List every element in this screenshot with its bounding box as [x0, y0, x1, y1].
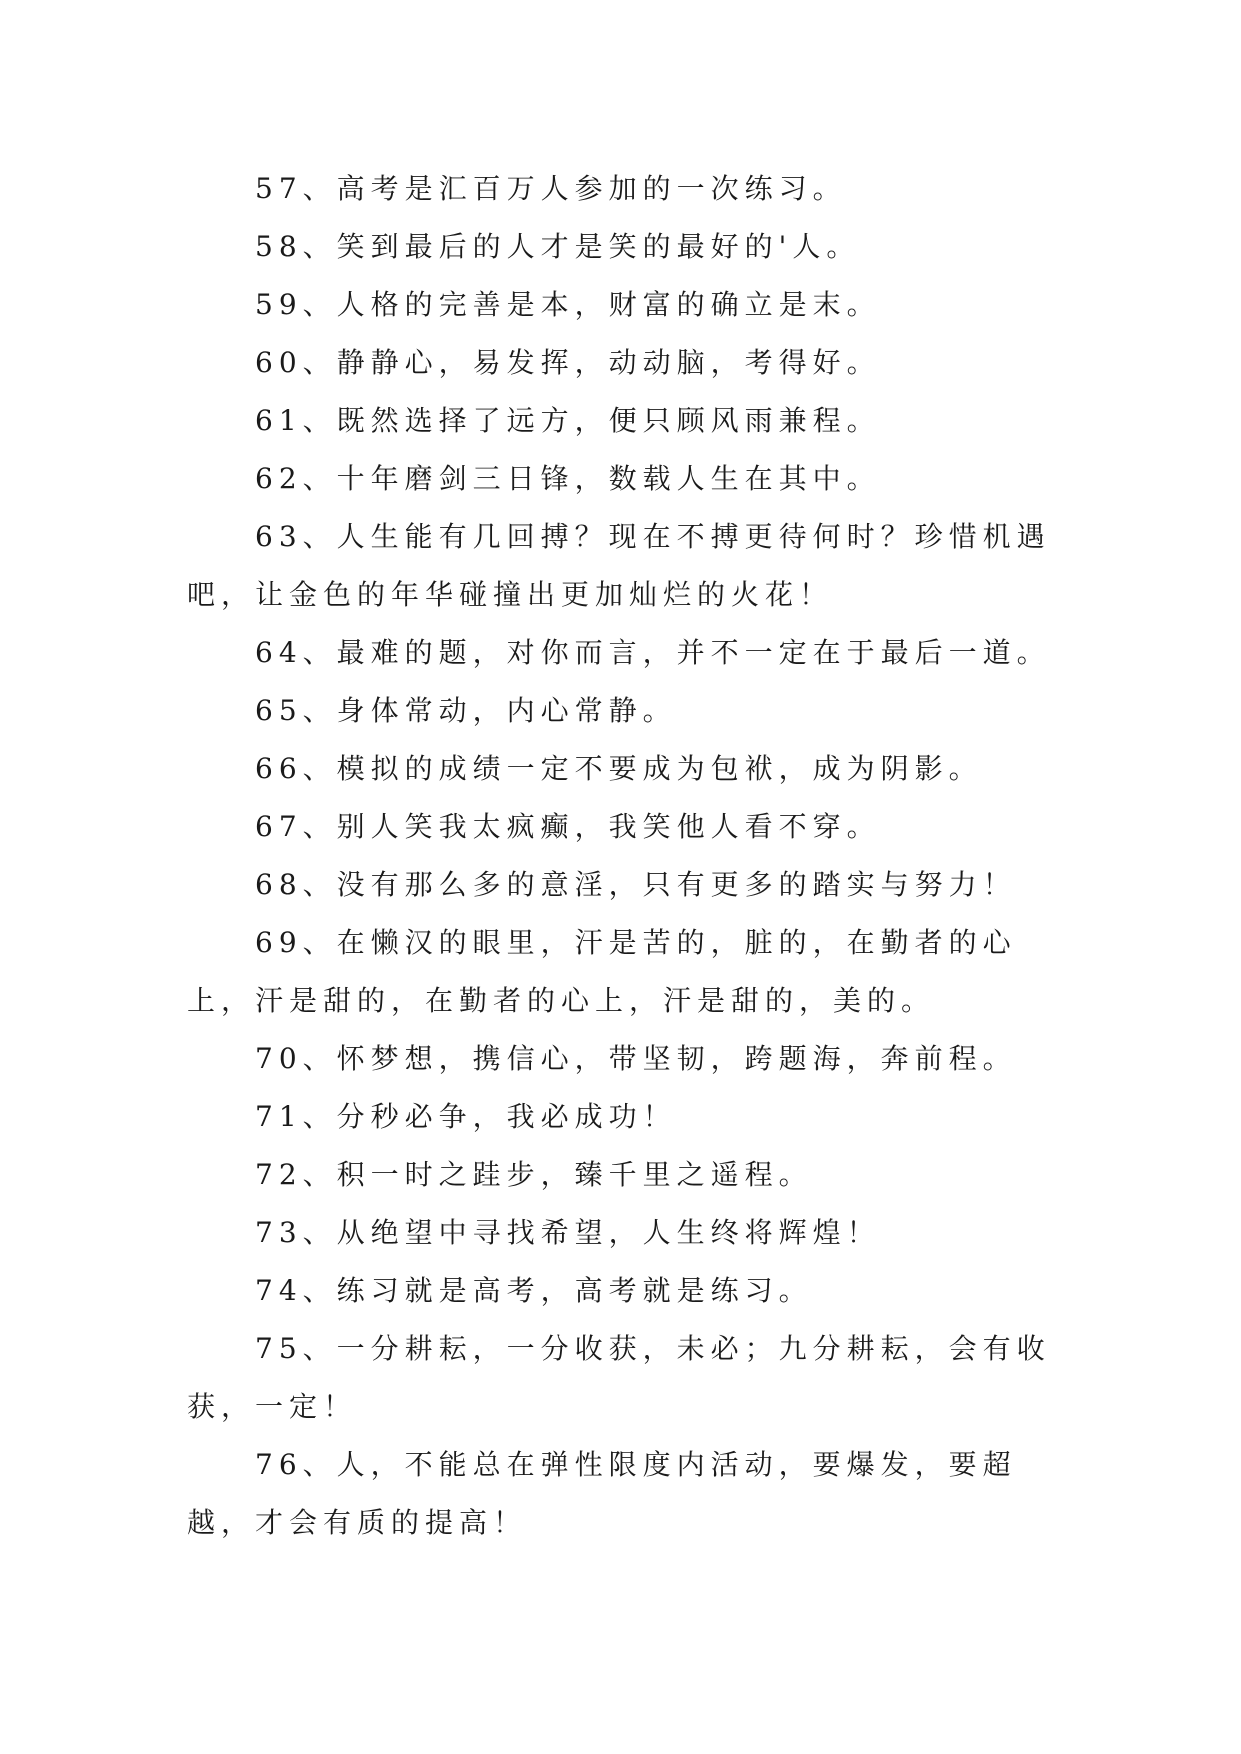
paragraph-61: 61、既然选择了远方，便只顾风雨兼程。 [255, 404, 881, 437]
paragraph-71: 71、分秒必争，我必成功！ [255, 1100, 677, 1133]
paragraph-76: 76、人，不能总在弹性限度内活动，要爆发，要超越，才会有质的提高！ [187, 1448, 1017, 1539]
paragraph-60: 60、静静心，易发挥，动动脑，考得好。 [255, 346, 881, 379]
paragraph-67: 67、别人笑我太疯癫，我笑他人看不穿。 [255, 810, 881, 843]
paragraph-72: 72、积一时之跬步，臻千里之遥程。 [255, 1158, 813, 1191]
paragraph-70: 70、怀梦想，携信心，带坚韧，跨题海，奔前程。 [255, 1042, 1017, 1075]
paragraph-59: 59、人格的完善是本，财富的确立是末。 [255, 288, 881, 321]
paragraph-74: 74、练习就是高考，高考就是练习。 [255, 1274, 813, 1307]
paragraph-73: 73、从绝望中寻找希望，人生终将辉煌！ [255, 1216, 881, 1249]
paragraph-64: 64、最难的题，对你而言，并不一定在于最后一道。 [255, 636, 1051, 669]
paragraph-58: 58、笑到最后的人才是笑的最好的'人。 [255, 230, 861, 263]
paragraph-68: 68、没有那么多的意淫，只有更多的踏实与努力！ [255, 868, 1017, 901]
paragraph-66: 66、模拟的成绩一定不要成为包袱，成为阴影。 [255, 752, 983, 785]
paragraph-69: 69、在懒汉的眼里，汗是苦的，脏的，在勤者的心上，汗是甜的，在勤者的心上，汗是甜的，美的。 [187, 926, 1017, 1017]
document-body [187, 160, 1067, 1552]
paragraph-57: 57、高考是汇百万人参加的一次练习。 [255, 172, 847, 205]
paragraph-63: 63、人生能有几回搏？现在不搏更待何时？珍惜机遇吧，让金色的年华碰撞出更加灿烂的火花！ [187, 520, 1051, 611]
paragraph-62: 62、十年磨剑三日锋，数载人生在其中。 [255, 462, 881, 495]
paragraph-75: 75、一分耕耘，一分收获，未必；九分耕耘，会有收获，一定！ [187, 1332, 1051, 1423]
paragraph-65: 65、身体常动，内心常静。 [255, 694, 677, 727]
